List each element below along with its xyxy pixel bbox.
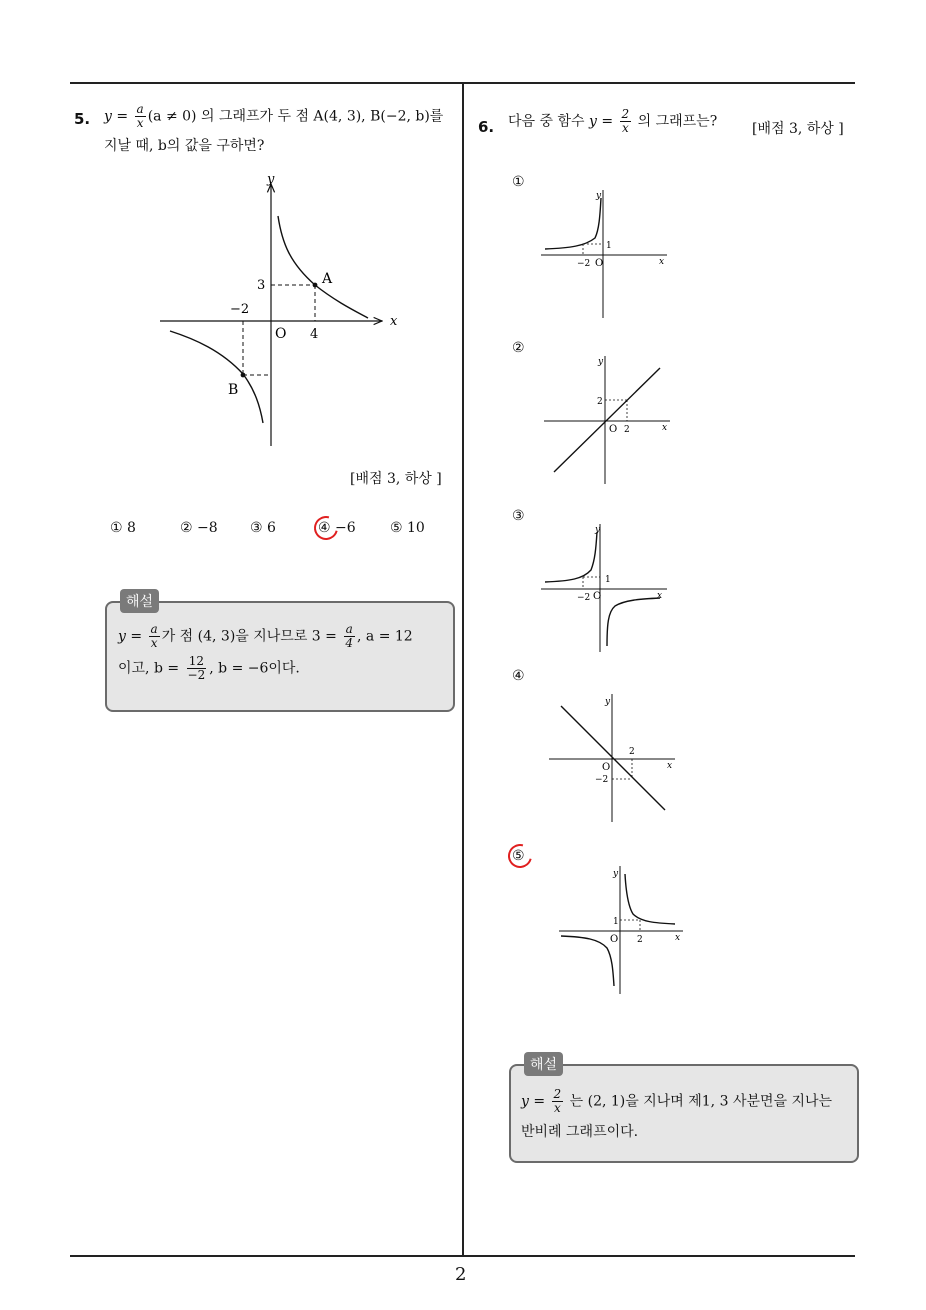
q6-option-2-mark[interactable]: ② xyxy=(512,340,525,356)
svg-text:x: x xyxy=(659,257,665,267)
q5-tick-3: 3 xyxy=(257,278,266,293)
q6-option-1-graph[interactable] xyxy=(535,186,675,321)
q5-stem-line2: 지날 때, b의 값을 구하면? xyxy=(104,138,265,154)
svg-text:2: 2 xyxy=(637,935,643,945)
svg-text:x: x xyxy=(667,761,673,771)
svg-text:y: y xyxy=(595,525,601,535)
svg-text:O: O xyxy=(609,424,618,435)
q5-option-2[interactable]: ② −8 xyxy=(180,520,218,536)
q5-points: [배점 3, 하상 ] xyxy=(350,471,442,487)
svg-text:2: 2 xyxy=(597,397,603,407)
q6-solution-line1: y = $\frac{2}{x}$ 는 (2, 1)을 지나며 제1, 3 사분면을 지나는 xyxy=(521,1087,833,1115)
svg-text:−2: −2 xyxy=(595,775,609,785)
svg-text:x: x xyxy=(657,591,663,601)
q5-solution-line1: y = $\frac{a}{x}$ 가 점 (4, 3)을 지나므로 3 = $\frac{a}{4}$ , a = 12 xyxy=(118,622,413,650)
column-divider xyxy=(462,84,464,1256)
q6-solution-tag: 해설 xyxy=(524,1052,563,1076)
q5-stem-text-a: 의 그래프가 두 점 A(4, 3), B(−2, b)를 xyxy=(200,108,444,125)
q6-answer-mark xyxy=(504,840,537,873)
q5-graph xyxy=(150,168,410,453)
q5-point-b xyxy=(241,373,246,378)
q5-answer-mark xyxy=(310,512,343,545)
q5-x-label: x xyxy=(390,314,398,329)
svg-text:1: 1 xyxy=(605,575,611,585)
q5-origin-label: O xyxy=(275,326,287,342)
q5-eq-condition: (a ≠ 0) xyxy=(147,108,197,125)
q5-option-5[interactable]: ⑤ 10 xyxy=(390,520,425,536)
svg-text:y: y xyxy=(596,191,602,201)
page-number: 2 xyxy=(455,1264,467,1285)
q5-stem-line1 xyxy=(104,103,443,130)
q6-option-4-graph[interactable] xyxy=(545,690,680,825)
q5-option-4[interactable]: ④ −6 xyxy=(318,520,356,536)
q5-y-label: y xyxy=(267,172,275,187)
svg-text:O: O xyxy=(595,258,604,269)
q6-option-2-graph[interactable] xyxy=(540,352,675,487)
q5-eq-lhs: y = xyxy=(104,108,129,125)
q5-label-a: A xyxy=(322,271,333,287)
svg-text:y: y xyxy=(598,357,604,367)
q5-solution-tag: 해설 xyxy=(120,589,159,613)
svg-text:1: 1 xyxy=(606,241,612,251)
svg-text:x: x xyxy=(675,933,681,943)
svg-text:2: 2 xyxy=(629,747,635,757)
bottom-rule xyxy=(70,1255,855,1257)
svg-text:x: x xyxy=(662,423,668,433)
q6-option-5-mark[interactable]: ⑤ xyxy=(512,848,525,864)
svg-text:1: 1 xyxy=(613,917,619,927)
q5-option-3[interactable]: ③ 6 xyxy=(250,520,276,536)
q6-points: [배점 3, 하상 ] xyxy=(752,121,844,137)
q6-solution-line2: 반비례 그래프이다. xyxy=(521,1124,639,1140)
q6-option-3-mark[interactable]: ③ xyxy=(512,508,525,524)
q5-curve-q1 xyxy=(278,216,368,318)
q5-tick-4: 4 xyxy=(310,327,319,342)
q5-eq-fraction: $\frac{a}{x}$ xyxy=(136,102,144,130)
q6-option-5-graph[interactable] xyxy=(555,862,690,997)
q6-number: 6. xyxy=(478,118,495,136)
svg-text:2: 2 xyxy=(624,425,630,435)
q6-option-1-mark[interactable]: ① xyxy=(512,174,525,190)
q5-number: 5. xyxy=(74,110,91,128)
q5-tick-m2: −2 xyxy=(230,302,250,317)
svg-text:O: O xyxy=(610,934,619,945)
q6-option-4-mark[interactable]: ④ xyxy=(512,668,525,684)
svg-text:−2: −2 xyxy=(577,259,591,269)
q5-option-1[interactable]: ① 8 xyxy=(110,520,136,536)
q6-stem: 다음 중 함수 y = $\frac{2}{x}$ 의 그래프는? xyxy=(508,107,718,135)
svg-text:y: y xyxy=(605,697,611,707)
q5-point-a xyxy=(313,283,318,288)
svg-text:−2: −2 xyxy=(577,593,591,603)
q5-label-b: B xyxy=(228,382,239,398)
svg-text:O: O xyxy=(593,591,602,602)
svg-text:y: y xyxy=(613,869,619,879)
q5-curve-q3 xyxy=(170,331,263,423)
q5-solution-line2: 이고, b = $\frac{12}{-2}$ , b = −6이다. xyxy=(118,654,300,682)
q6-option-3-graph[interactable] xyxy=(535,520,675,655)
svg-text:O: O xyxy=(602,762,611,773)
